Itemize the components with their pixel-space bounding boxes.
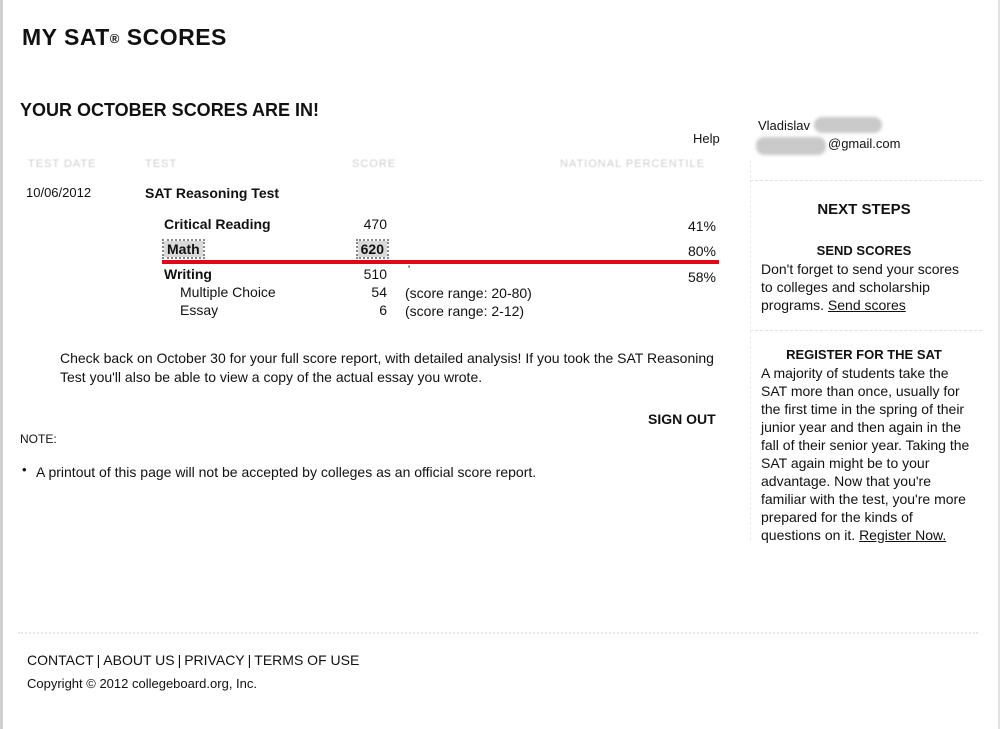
section-score-writing: 510: [363, 266, 387, 282]
section-label-critical-reading: Critical Reading: [164, 216, 271, 232]
register-title: REGISTER FOR THE SAT: [786, 347, 942, 362]
page-left-edge: [0, 0, 3, 729]
note-item: A printout of this page will not be accepted by colleges as an official score report.: [36, 464, 537, 480]
footer-link-about-us[interactable]: ABOUT US: [103, 652, 175, 668]
col-header-percentile: NATIONAL PERCENTILE: [560, 158, 705, 170]
copyright: Copyright © 2012 collegeboard.org, Inc.: [27, 676, 257, 691]
sidebar-border: [750, 160, 751, 540]
section-percentile-writing: 58%: [687, 269, 716, 285]
test-date: 10/06/2012: [26, 185, 92, 200]
footer-link-contact[interactable]: CONTACT: [27, 652, 94, 668]
subsection-range-essay: (score range: 2-12): [405, 303, 525, 319]
section-label-math: Math: [164, 241, 203, 257]
section-label-writing: Writing: [164, 266, 212, 282]
red-underline: [162, 260, 719, 264]
send-scores-link[interactable]: Send scores: [827, 297, 906, 313]
redacted-email-user: [756, 137, 826, 155]
test-name: SAT Reasoning Test: [145, 185, 280, 201]
page-title: MY SAT® SCORES: [22, 24, 227, 50]
footer-link-privacy[interactable]: PRIVACY: [184, 652, 245, 668]
subsection-range-multiple-choice: (score range: 20-80): [405, 285, 532, 301]
sidebar-divider: [750, 330, 982, 331]
bullet-icon: •: [22, 462, 27, 477]
redacted-surname: [814, 117, 882, 133]
footer-separator: |: [177, 652, 182, 668]
user-name: Vladislav: [758, 117, 882, 133]
user-email: @gmail.com: [828, 136, 901, 151]
page-subtitle: YOUR OCTOBER SCORES ARE IN!: [20, 100, 320, 120]
footer-separator: |: [247, 652, 252, 668]
section-score-math: 620: [327, 241, 387, 257]
col-header-score: SCORE: [352, 158, 397, 170]
footer-links: [27, 652, 359, 668]
registered-mark: ®: [109, 31, 120, 46]
score-report-info: Check back on October 30 for your full score report, with detailed analysis! If you took the SAT Reasoning Test you'll also be able to view a copy of the actual essay you wrote.: [60, 350, 714, 385]
subsection-label-multiple-choice: Multiple Choice: [180, 284, 276, 300]
subsection-score-essay: 6: [379, 302, 387, 318]
note-heading: NOTE:: [20, 432, 57, 446]
next-steps-heading: NEXT STEPS: [817, 201, 911, 218]
section-score-critical-reading: 470: [363, 216, 387, 232]
col-header-test: TEST: [145, 158, 178, 170]
subsection-label-essay: Essay: [180, 302, 219, 318]
help-link[interactable]: Help: [693, 131, 720, 146]
send-scores-title: SEND SCORES: [816, 243, 912, 258]
register-now-link[interactable]: Register Now.: [859, 527, 947, 543]
footer-separator: |: [96, 652, 101, 668]
send-scores-text: Don't forget to send your scores to colleges and scholarship programs. Send scores: [761, 261, 959, 313]
section-percentile-math: 80%: [687, 243, 716, 259]
footer-link-terms[interactable]: TERMS OF USE: [254, 652, 360, 668]
col-header-test-date: TEST DATE: [28, 158, 97, 170]
writing-mark: ': [408, 264, 411, 276]
register-text: A majority of students take the SAT more than once, usually for the first time in the spring of their junior year and then again in the fall of their senior year. Taking the SAT again might be to your advantage. Now that you're familiar with the test, you're more prepared for the kinds of questions on it. Register Now.: [761, 365, 970, 543]
sidebar-divider: [750, 180, 982, 181]
subsection-score-multiple-choice: 54: [371, 284, 387, 300]
footer-divider: [18, 632, 978, 634]
sign-out-button[interactable]: SIGN OUT: [648, 411, 716, 427]
section-percentile-critical-reading: 41%: [687, 218, 716, 234]
